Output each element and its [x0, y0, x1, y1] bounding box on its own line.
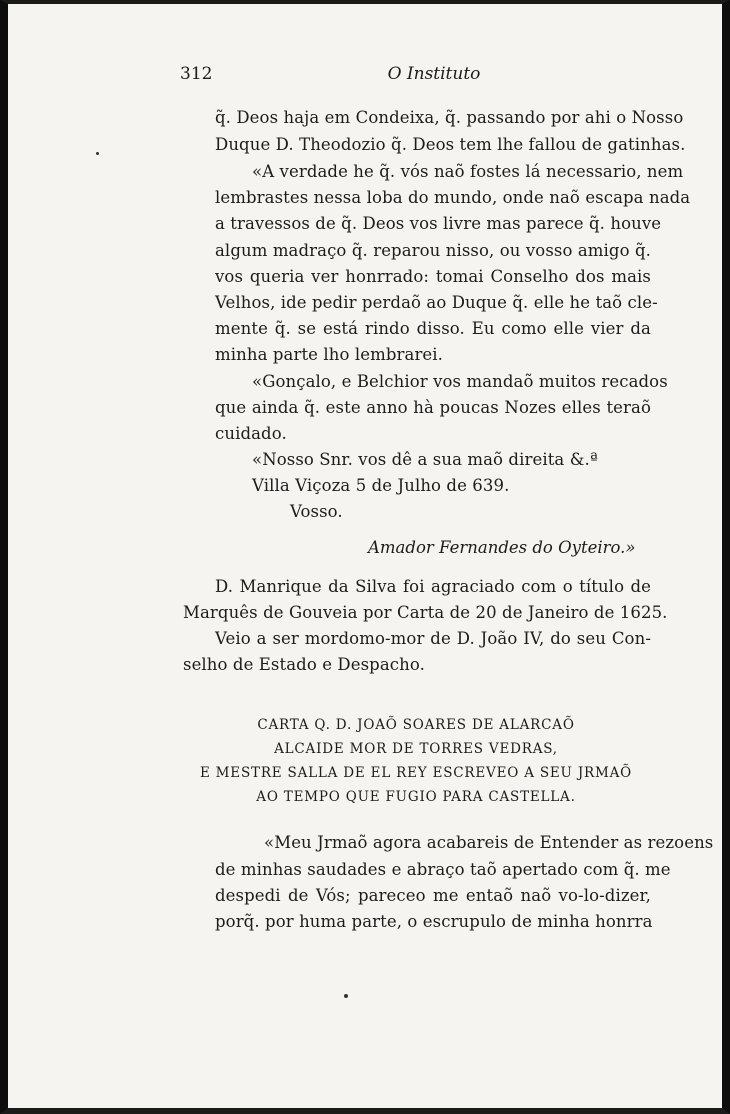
- letter1-line-7: vos queria ver honrrado: tomai Conselho dos mais: [215, 267, 651, 286]
- letter2-line-4: porq̃. por huma parte, o escrupulo de minha honrra: [215, 912, 653, 931]
- page-number: 312: [180, 64, 213, 84]
- letter2-line-2: de minhas saudades e abraço taõ apertado com q̃. me: [215, 860, 671, 879]
- note-line-3: Veio a ser mordomo-mor de D. João IV, do seu Con-: [215, 629, 651, 648]
- letter2-line-3: despedi de Vós; pareceo me entaõ naõ vo-lo-dizer,: [215, 886, 651, 905]
- letter1-line-12: que ainda q̃. este anno hà poucas Nozes elles teraõ: [215, 398, 651, 417]
- letter1-line-2: Duque D. Theodozio q̃. Deos tem lhe fallou de gatinhas.: [215, 135, 686, 154]
- letter1-line-1: q̃. Deos haja em Condeixa, q̃. passando por ahi o Nosso: [215, 108, 684, 127]
- note-line-4: selho de Estado e Despacho.: [183, 655, 425, 674]
- letter2-line-1: «Meu Jrmaõ agora acabareis de Entender as rezoens: [264, 833, 714, 852]
- letter1-line-4: lembrastes nessa loba do mundo, onde naõ escapa nada: [215, 188, 691, 207]
- letter1-line-3: «A verdade he q̃. vós naõ fostes lá necessario, nem: [252, 162, 684, 181]
- letter1-line-9: mente q̃. se está rindo disso. Eu como elle vier da: [215, 319, 651, 338]
- letter1-line-5: a travessos de q̃. Deos vos livre mas parece q̃. houve: [215, 214, 662, 233]
- letter2-heading-line-3: E MESTRE SALLA DE EL REY ESCREVEO A SEU JRMAÕ: [199, 765, 633, 781]
- letter1-line-14: «Nosso Snr. vos dê a sua maõ direita &.ª: [252, 450, 598, 469]
- running-title: O Instituto: [387, 64, 481, 84]
- letter1-line-8: Velhos, ide pedir perdaõ ao Duque q̃. elle he taõ cle-: [215, 293, 658, 312]
- letter1-line-16: Vosso.: [290, 502, 343, 521]
- note-line-2: Marquês de Gouveia por Carta de 20 de Janeiro de 1625.: [183, 603, 668, 622]
- print-speck: [344, 994, 348, 998]
- letter2-heading-line-2: ALCAIDE MOR DE TORRES VEDRAS,: [274, 741, 558, 757]
- letter1-line-6: algum madraço q̃. reparou nisso, ou vosso amigo q̃.: [215, 241, 651, 260]
- letter1-line-10: minha parte lho lembrarei.: [215, 345, 444, 364]
- letter2-heading-line-4: AO TEMPO QUE FUGIO PARA CASTELLA.: [256, 789, 576, 805]
- page-header: [176, 64, 652, 88]
- letter1-signature: Amador Fernandes do Oyteiro.»: [368, 538, 636, 557]
- letter1-line-13: cuidado.: [215, 424, 287, 443]
- note-line-1: D. Manrique da Silva foi agraciado com o título de: [215, 577, 651, 596]
- print-speck: [96, 152, 99, 155]
- letter1-line-15: Villa Viçoza 5 de Julho de 639.: [252, 476, 510, 495]
- letter2-heading-line-1: CARTA Q. D. JOAÕ SOARES DE ALARCAÕ: [257, 717, 575, 733]
- letter1-line-11: «Gonçalo, e Belchior vos mandaõ muitos recados: [252, 372, 668, 391]
